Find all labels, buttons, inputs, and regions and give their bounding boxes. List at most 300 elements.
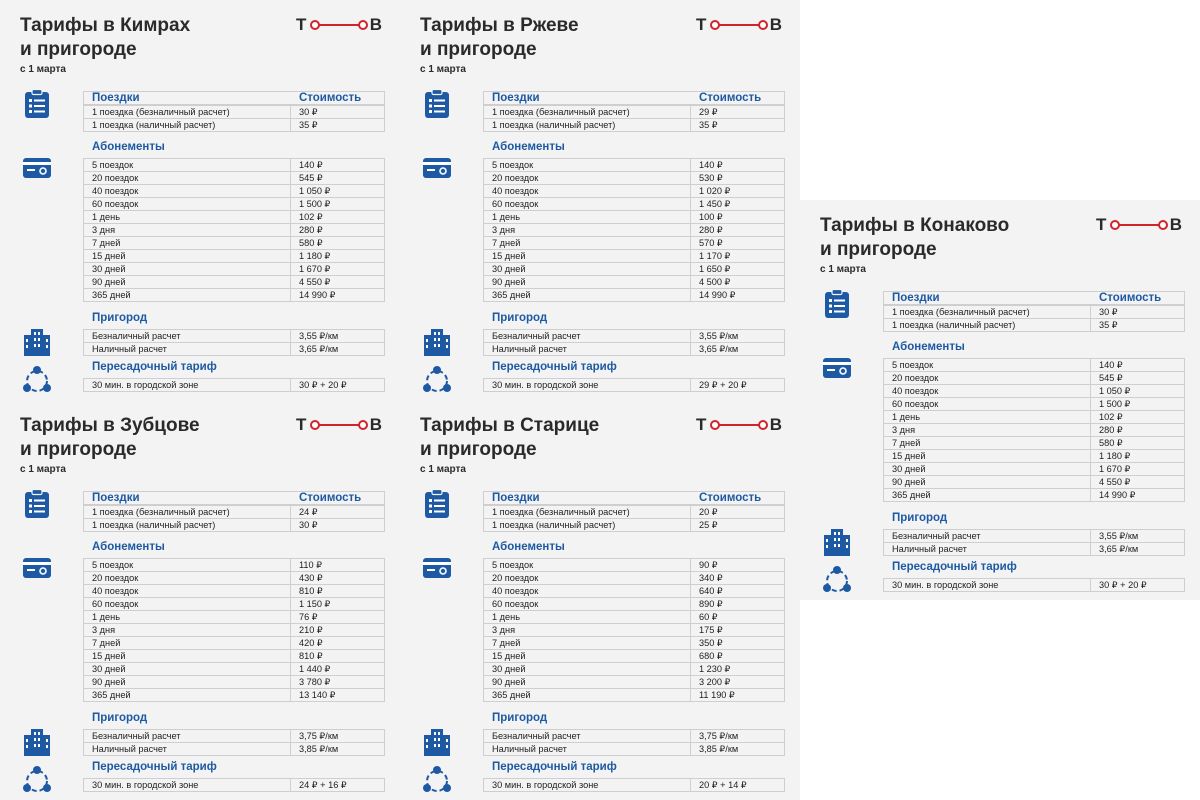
trips-table [83,505,385,532]
table-row [484,572,785,585]
logo-dot [1158,220,1168,230]
table-row [84,559,385,572]
row-label: 30 дней [84,263,291,276]
logo-letter-t: Т [696,15,707,34]
row-label: 365 дней [484,289,691,302]
row-value: 1 180 ₽ [1091,450,1185,463]
trips-table [483,505,785,532]
row-label: Безналичный расчет [84,730,291,743]
transfer-table [83,778,385,792]
row-value: 13 140 ₽ [291,689,385,702]
row-value: 100 ₽ [691,211,785,224]
row-label: 90 дней [484,276,691,289]
row-value: 35 ₽ [291,119,385,132]
row-value: 3,85 ₽/км [291,743,385,756]
table-row [84,250,385,263]
panel-title [820,214,1009,262]
row-value: 24 ₽ [291,506,385,519]
building-icon [22,727,52,757]
table-row [84,663,385,676]
row-value: 420 ₽ [291,637,385,650]
row-value: 30 ₽ + 20 ₽ [291,379,385,392]
fare-panel [800,200,1200,600]
row-label: 30 мин. в городской зоне [484,779,691,792]
table-row [884,398,1185,411]
table-row [84,172,385,185]
row-label: Наличный расчет [84,743,291,756]
row-label: 1 поездка (безналичный расчет) [884,306,1091,319]
table-row [484,743,785,756]
table-row [84,585,385,598]
building-icon [22,327,52,357]
card-icon [22,553,52,583]
row-label: Наличный расчет [84,343,291,356]
row-label: 7 дней [884,437,1091,450]
row-value: 29 ₽ [691,106,785,119]
row-value: 14 990 ₽ [691,289,785,302]
row-value: 580 ₽ [291,237,385,250]
row-value: 30 ₽ [291,106,385,119]
row-value: 4 550 ₽ [1091,476,1185,489]
table-row [84,689,385,702]
trips-header [883,291,1185,305]
logo-dot [1110,220,1120,230]
row-value: 29 ₽ + 20 ₽ [691,379,785,392]
row-value: 3 200 ₽ [691,676,785,689]
logo-letter-v: В [369,415,382,434]
suburb-heading: Пригород [492,712,548,724]
table-row [84,624,385,637]
row-value: 3,75 ₽/км [691,730,785,743]
row-value: 340 ₽ [691,572,785,585]
logo-dot [710,20,720,30]
trips-table [83,105,385,132]
row-value: 30 ₽ + 20 ₽ [1091,579,1185,592]
row-label: Безналичный расчет [484,730,691,743]
row-label: 3 дня [484,224,691,237]
suburb-table [83,729,385,756]
fare-panel [0,0,400,400]
table-row [84,276,385,289]
logo-letter-t: Т [696,415,707,434]
row-value: 60 ₽ [691,611,785,624]
row-value: 1 440 ₽ [291,663,385,676]
table-row [484,185,785,198]
row-label: 30 мин. в городской зоне [84,779,291,792]
building-icon [422,727,452,757]
trips-header [83,491,385,505]
row-value: 30 ₽ [1091,306,1185,319]
table-row [484,611,785,624]
table-row [84,506,385,519]
row-label: 30 дней [884,463,1091,476]
price-header-label: Стоимость [299,92,362,104]
row-value: 35 ₽ [691,119,785,132]
table-row [484,211,785,224]
row-label: 1 день [484,211,691,224]
row-value: 14 990 ₽ [1091,489,1185,502]
row-label: 1 поездка (наличный расчет) [884,319,1091,332]
row-label: 20 поездок [884,372,1091,385]
trips-header-label: Поездки [492,492,540,504]
panel-title-line1: Тарифы в Ржеве [420,15,579,36]
suburb-table [483,329,785,356]
row-label: 15 дней [484,650,691,663]
trips-header-label: Поездки [92,492,140,504]
row-value: 530 ₽ [691,172,785,185]
logo-letter-t: Т [296,15,307,34]
row-value: 1 500 ₽ [291,198,385,211]
table-row [884,579,1185,592]
row-value: 680 ₽ [691,650,785,663]
row-value: 1 170 ₽ [691,250,785,263]
row-label: 3 дня [484,624,691,637]
row-value: 102 ₽ [1091,411,1185,424]
trips-table [883,305,1185,332]
row-value: 110 ₽ [291,559,385,572]
transfer-table [83,378,385,392]
transfer-heading: Пересадочный тариф [492,761,617,773]
clipboard-icon [422,89,452,119]
card-icon [22,153,52,183]
logo-letter-v: В [769,15,782,34]
row-value: 545 ₽ [1091,372,1185,385]
table-row [884,543,1185,556]
table-row [84,106,385,119]
row-value: 30 ₽ [291,519,385,532]
row-value: 90 ₽ [691,559,785,572]
row-label: 90 дней [84,676,291,689]
table-row [84,637,385,650]
subscriptions-heading: Абонементы [92,541,165,553]
table-row [484,624,785,637]
table-row [84,676,385,689]
logo-letter-v: В [1169,215,1182,234]
price-header-label: Стоимость [699,492,762,504]
table-row [84,730,385,743]
table-row [484,779,785,792]
table-row [884,411,1185,424]
row-label: Безналичный расчет [84,330,291,343]
table-row [884,450,1185,463]
table-row [484,519,785,532]
tver-logo [296,414,382,436]
row-label: 15 дней [484,250,691,263]
effective-date: с 1 марта [20,464,66,475]
fare-panel [400,0,800,400]
table-row [884,372,1185,385]
panel-title-line2: и пригороде [20,439,137,460]
table-row [84,611,385,624]
row-label: 40 поездок [884,385,1091,398]
row-value: 1 450 ₽ [691,198,785,211]
transfer-table [483,778,785,792]
table-row [484,650,785,663]
row-value: 76 ₽ [291,611,385,624]
row-label: 5 поездок [484,559,691,572]
row-label: 15 дней [884,450,1091,463]
row-label: 40 поездок [84,585,291,598]
table-row [84,224,385,237]
table-row [484,598,785,611]
row-value: 3,75 ₽/км [291,730,385,743]
effective-date: с 1 марта [20,64,66,75]
row-label: 1 поездка (безналичный расчет) [84,506,291,519]
row-value: 3,55 ₽/км [691,330,785,343]
suburb-heading: Пригород [92,312,148,324]
clipboard-icon [22,489,52,519]
transfer-icon [22,365,52,395]
row-label: 90 дней [484,676,691,689]
row-value: 430 ₽ [291,572,385,585]
effective-date: с 1 марта [420,464,466,475]
row-label: 30 дней [484,263,691,276]
building-icon [422,327,452,357]
subscriptions-table [483,558,785,702]
table-row [484,676,785,689]
row-label: 60 поездок [84,598,291,611]
logo-dot [310,20,320,30]
transfer-heading: Пересадочный тариф [92,761,217,773]
row-value: 280 ₽ [291,224,385,237]
row-label: 5 поездок [884,359,1091,372]
subscriptions-table [483,158,785,302]
trips-header-label: Поездки [892,292,940,304]
row-label: 1 поездка (наличный расчет) [84,119,291,132]
row-label: 1 поездка (наличный расчет) [484,519,691,532]
row-label: 20 поездок [84,572,291,585]
row-label: 20 поездок [84,172,291,185]
row-value: 1 500 ₽ [1091,398,1185,411]
suburb-table [483,729,785,756]
transfer-table [483,378,785,392]
panel-title [420,414,599,462]
row-label: 60 поездок [484,598,691,611]
row-value: 3,65 ₽/км [291,343,385,356]
tver-logo [696,414,782,436]
table-row [484,730,785,743]
panel-title-line2: и пригороде [420,39,537,60]
transfer-heading: Пересадочный тариф [492,361,617,373]
row-label: 1 поездка (безналичный расчет) [484,506,691,519]
row-label: 15 дней [84,250,291,263]
table-row [484,119,785,132]
logo-dot [710,420,720,430]
row-label: 5 поездок [484,159,691,172]
row-label: 30 мин. в городской зоне [484,379,691,392]
building-icon [822,527,852,557]
suburb-heading: Пригород [92,712,148,724]
table-row [484,330,785,343]
subscriptions-table [83,558,385,702]
row-label: 7 дней [84,637,291,650]
row-label: 60 поездок [484,198,691,211]
row-value: 25 ₽ [691,519,785,532]
price-header-label: Стоимость [1099,292,1162,304]
transfer-icon [422,765,452,795]
table-row [884,489,1185,502]
transfer-icon [22,765,52,795]
row-value: 140 ₽ [1091,359,1185,372]
row-label: 7 дней [484,237,691,250]
row-label: 7 дней [484,637,691,650]
panel-title-line2: и пригороде [820,239,937,260]
row-label: 3 дня [84,224,291,237]
row-label: Наличный расчет [484,743,691,756]
logo-letter-t: Т [296,415,307,434]
subscriptions-table [883,358,1185,502]
suburb-table [83,329,385,356]
suburb-heading: Пригород [892,512,948,524]
table-row [84,743,385,756]
row-value: 350 ₽ [691,637,785,650]
tver-logo [296,14,382,36]
row-label: 5 поездок [84,159,291,172]
row-label: 365 дней [484,689,691,702]
row-value: 1 020 ₽ [691,185,785,198]
price-header-label: Стоимость [299,492,362,504]
logo-dot [758,20,768,30]
row-value: 102 ₽ [291,211,385,224]
table-row [484,250,785,263]
row-value: 4 550 ₽ [291,276,385,289]
row-value: 810 ₽ [291,650,385,663]
row-label: 3 дня [884,424,1091,437]
trips-table [483,105,785,132]
clipboard-icon [422,489,452,519]
row-value: 20 ₽ + 14 ₽ [691,779,785,792]
row-label: 90 дней [884,476,1091,489]
row-value: 1 670 ₽ [291,263,385,276]
row-label: Безналичный расчет [484,330,691,343]
panel-title-line1: Тарифы в Кимрах [20,15,191,36]
effective-date: с 1 марта [420,64,466,75]
table-row [484,689,785,702]
row-label: 15 дней [84,650,291,663]
table-row [484,379,785,392]
table-row [484,663,785,676]
row-label: 40 поездок [84,185,291,198]
row-label: 20 поездок [484,172,691,185]
row-label: 1 день [84,611,291,624]
table-row [484,159,785,172]
clipboard-icon [822,289,852,319]
row-value: 4 500 ₽ [691,276,785,289]
row-label: 365 дней [884,489,1091,502]
table-row [84,379,385,392]
row-value: 3,65 ₽/км [691,343,785,356]
row-label: 30 дней [84,663,291,676]
price-header-label: Стоимость [699,92,762,104]
clipboard-icon [22,89,52,119]
logo-letter-t: Т [1096,215,1107,234]
tver-logo [1096,214,1182,236]
row-value: 545 ₽ [291,172,385,185]
panel-title-line2: и пригороде [420,439,537,460]
row-value: 210 ₽ [291,624,385,637]
panel-title [20,414,200,462]
table-row [484,224,785,237]
trips-header-label: Поездки [92,92,140,104]
table-row [484,198,785,211]
subscriptions-table [83,158,385,302]
table-row [484,585,785,598]
trips-header [483,491,785,505]
row-value: 890 ₽ [691,598,785,611]
row-value: 11 190 ₽ [691,689,785,702]
table-row [484,263,785,276]
row-value: 1 050 ₽ [1091,385,1185,398]
panel-title-line1: Тарифы в Конаково [820,215,1010,236]
suburb-table [883,529,1185,556]
row-label: 1 день [884,411,1091,424]
row-label: 30 мин. в городской зоне [884,579,1091,592]
fare-panel [0,400,400,800]
row-value: 280 ₽ [1091,424,1185,437]
row-value: 280 ₽ [691,224,785,237]
row-value: 14 990 ₽ [291,289,385,302]
row-label: 1 поездка (безналичный расчет) [84,106,291,119]
table-row [84,263,385,276]
fare-panel [400,400,800,800]
row-label: 1 день [84,211,291,224]
subscriptions-heading: Абонементы [92,141,165,153]
table-row [484,172,785,185]
logo-dot [310,420,320,430]
table-row [84,185,385,198]
row-label: 1 день [484,611,691,624]
table-row [884,359,1185,372]
row-label: 1 поездка (безналичный расчет) [484,106,691,119]
logo-dot [358,20,368,30]
row-value: 3,65 ₽/км [1091,543,1185,556]
subscriptions-heading: Абонементы [892,341,965,353]
row-value: 1 670 ₽ [1091,463,1185,476]
card-icon [422,553,452,583]
card-icon [822,353,852,383]
row-value: 810 ₽ [291,585,385,598]
row-value: 140 ₽ [691,159,785,172]
row-value: 140 ₽ [291,159,385,172]
table-row [84,343,385,356]
table-row [484,106,785,119]
row-label: 30 дней [484,663,691,676]
row-value: 1 150 ₽ [291,598,385,611]
row-label: 40 поездок [484,185,691,198]
table-row [484,276,785,289]
panel-title [20,14,190,62]
row-label: 1 поездка (наличный расчет) [484,119,691,132]
table-row [84,519,385,532]
row-label: 365 дней [84,289,291,302]
transfer-heading: Пересадочный тариф [892,561,1017,573]
trips-header-label: Поездки [492,92,540,104]
table-row [84,119,385,132]
row-label: 60 поездок [884,398,1091,411]
row-value: 1 230 ₽ [691,663,785,676]
logo-letter-v: В [369,15,382,34]
card-icon [422,153,452,183]
table-row [84,211,385,224]
row-value: 1 050 ₽ [291,185,385,198]
row-value: 1 180 ₽ [291,250,385,263]
row-value: 570 ₽ [691,237,785,250]
logo-letter-v: В [769,415,782,434]
table-row [84,650,385,663]
transfer-heading: Пересадочный тариф [92,361,217,373]
row-label: 60 поездок [84,198,291,211]
row-label: Наличный расчет [884,543,1091,556]
